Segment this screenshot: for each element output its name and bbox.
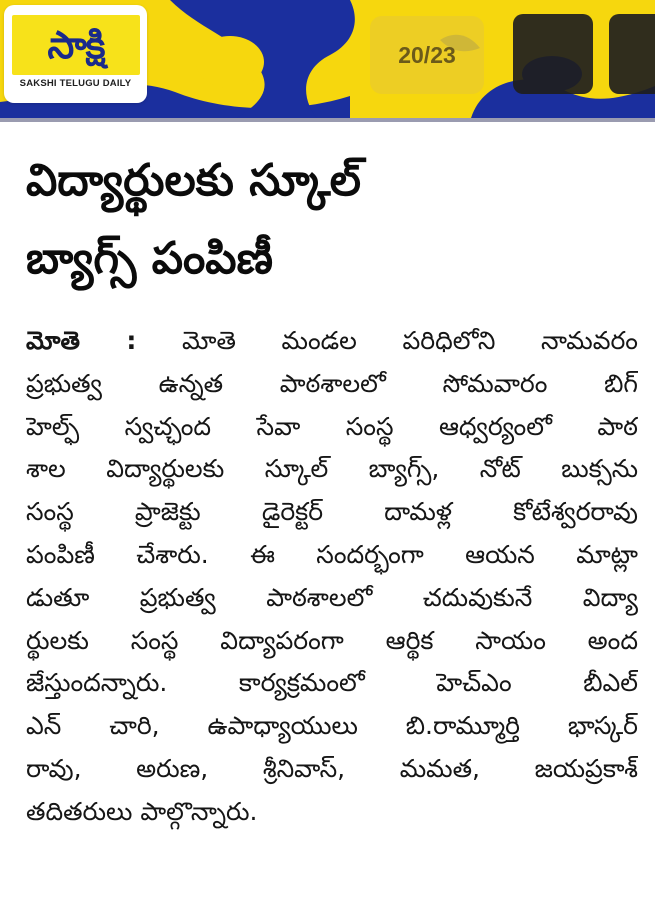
article-dateline: మోతె : — [26, 326, 137, 355]
body-line-2: ప్రభుత్వ ఉన్నత పాఠశాలలో సోమవారం బిగ్ — [26, 368, 638, 398]
headline-line-2: బ్యాగ్స్‌ పంపిణీ — [26, 233, 273, 284]
sakshi-logo-icon[interactable] — [4, 5, 147, 103]
logo-mark-text: సాక్షి — [47, 23, 105, 67]
page-counter: 20/23 — [370, 16, 484, 94]
banner-edge — [0, 118, 655, 122]
body-line-1 — [26, 320, 638, 363]
logo-tagline: SAKSHI TELUGU DAILY — [19, 78, 132, 89]
body-line-6: పంపిణీ చేశారు. ఈ సందర్భంగా ఆయన మాట్లా — [26, 539, 638, 569]
body-line-9: జేస్తుందన్నారు. కార్యక్రమంలో హెచ్ఎం బీఎల్ — [26, 668, 638, 698]
article-body — [26, 320, 638, 834]
body-line-12: తదితరులు పాల్గొన్నారు. — [26, 796, 258, 826]
viewer-control-button-secondary[interactable] — [609, 14, 655, 94]
article-headline — [26, 142, 636, 298]
viewer-control-button[interactable] — [513, 14, 593, 94]
body-line-11: రావు, అరుణ, శ్రీనివాస్, మమత, జయప్రకాశ్ — [26, 753, 638, 783]
body-line-3: హెల్ఫ్ స్వచ్ఛంద సేవా సంస్థ ఆధ్వర్యంలో పాఠ — [26, 411, 638, 441]
body-line-5: సంస్థ ప్రాజెక్టు డైరెక్టర్ దామళ్ల కోటేశ్వరరావు — [26, 497, 638, 527]
headline-line-1: విద్యార్థులకు స్కూల్ — [26, 155, 361, 206]
body-line-10: ఎన్ చారి, ఉపాధ్యాయులు బి.రామ్మూర్తి భాస్కర్ — [26, 711, 638, 741]
body-line-8: ర్థులకు సంస్థ విద్యాపరంగా ఆర్థిక సాయం అంద — [26, 625, 638, 655]
header-banner — [0, 0, 655, 122]
body-line-4: శాల విద్యార్థులకు స్కూల్ బ్యాగ్స్, నోట్ బుక్సను — [26, 454, 638, 484]
logo-mark — [12, 15, 140, 75]
body-line-1-text: మోతె మండల పరిధిలోని నామవరం — [181, 326, 638, 355]
body-line-7: డుతూ ప్రభుత్వ పాఠశాలలో చదువుకునే విద్యా — [26, 582, 638, 612]
